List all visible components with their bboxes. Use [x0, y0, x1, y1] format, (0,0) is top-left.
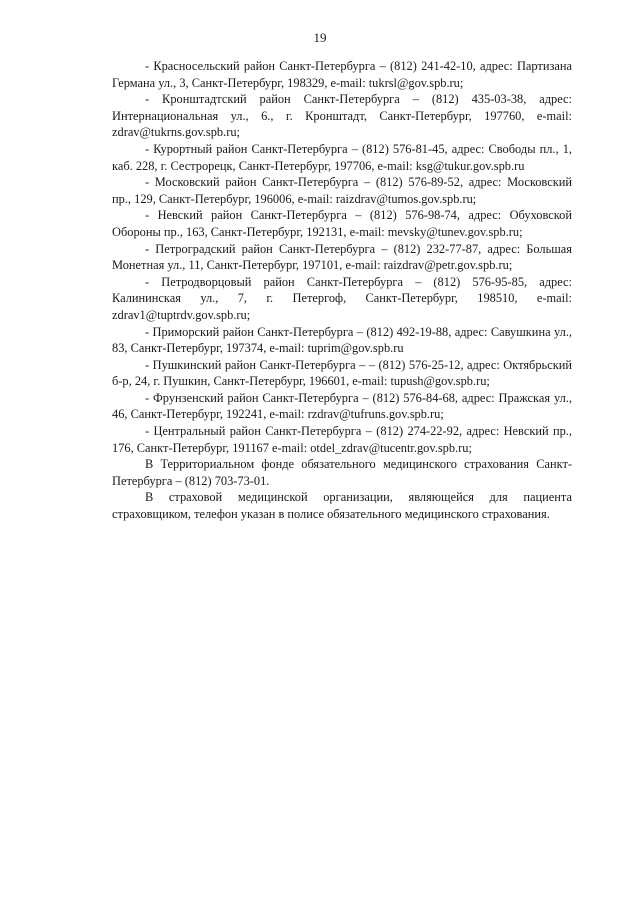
contact-territorial-fund: В Территориальном фонде обязательного медицинского страхования Санкт-Петербурга – (812) 703-73-01.	[112, 457, 572, 488]
page-number: 19	[313, 30, 327, 45]
contact-petrodvortsovy: - Петродворцовый район Санкт-Петербурга – (812) 576-95-85, адрес: Калининская ул., 7, г. Петергоф, Санкт-Петербург, 198510, e-mail: zdrav1@tuptrdv.gov.spb.ru;	[112, 274, 572, 322]
contact-kurortny: - Курортный район Санкт-Петербурга – (812) 576-81-45, адрес: Свободы пл., 1, каб. 228, г. Сестрорецк, Санкт-Петербург, 197706, e-mail: ksg@tukur.gov.spb.ru	[112, 141, 572, 173]
contact-pushkinsky: - Пушкинский район Санкт-Петербурга – – (812) 576-25-12, адрес: Октябрьский б-р, 24, г. Пушкин, Санкт-Петербург, 196601, e-mail: tupush@gov.spb.ru;	[112, 357, 572, 389]
contact-moskovsky: - Московский район Санкт-Петербурга – (812) 576-89-52, адрес: Московский пр., 129, Санкт-Петербург, 196006, e-mail: raizdrav@tumos.gov.spb.ru;	[112, 175, 572, 206]
insurance-organization-note: В страховой медицинской организации, являющейся для пациента страховщиком, телефон указан в полисе обязательного медицинского страхования.	[112, 490, 572, 522]
contact-primorsky: - Приморский район Санкт-Петербурга – (812) 492-19-88, адрес: Савушкина ул., 83, Санкт-Петербург, 197374, e-mail: tuprim@gov.spb.ru	[112, 324, 572, 356]
document-body	[112, 58, 572, 523]
contact-nevsky: - Невский район Санкт-Петербурга – (812) 576-98-74, адрес: Обуховской Обороны пр., 163, Санкт-Петербург, 192131, e-mail: mevsky@tunev.gov.spb.ru;	[112, 208, 572, 239]
contact-kronshtadtsky: - Кронштадтский район Санкт-Петербурга – (812) 435-03-38, адрес: Интернациональная ул., 6., г. Кронштадт, Санкт-Петербург, 197760, e-mail: zdrav@tukrns.gov.spb.ru;	[112, 92, 572, 140]
contact-krasnoselsky: - Красносельский район Санкт-Петербурга – (812) 241-42-10, адрес: Партизана Германа ул., 3, Санкт-Петербург, 198329, e-mail: tukrsl@gov.spb.ru;	[112, 59, 572, 90]
contact-frunzensky: - Фрунзенский район Санкт-Петербурга – (812) 576-84-68, адрес: Пражская ул., 46, Санкт-Петербург, 192241, e-mail: rzdrav@tufruns.gov.spb.ru;	[112, 390, 572, 422]
contact-tsentralny: - Центральный район Санкт-Петербурга – (812) 274-22-92, адрес: Невский пр., 176, Санкт-Петербург, 191167 e-mail: otdel_zdrav@tucentr.gov.spb.ru;	[112, 424, 572, 455]
contact-petrogradsky: - Петроградский район Санкт-Петербурга – (812) 232-77-87, адрес: Большая Монетная ул., 11, Санкт-Петербург, 197101, e-mail: raizdrav@petr.gov.spb.ru;	[112, 241, 572, 273]
